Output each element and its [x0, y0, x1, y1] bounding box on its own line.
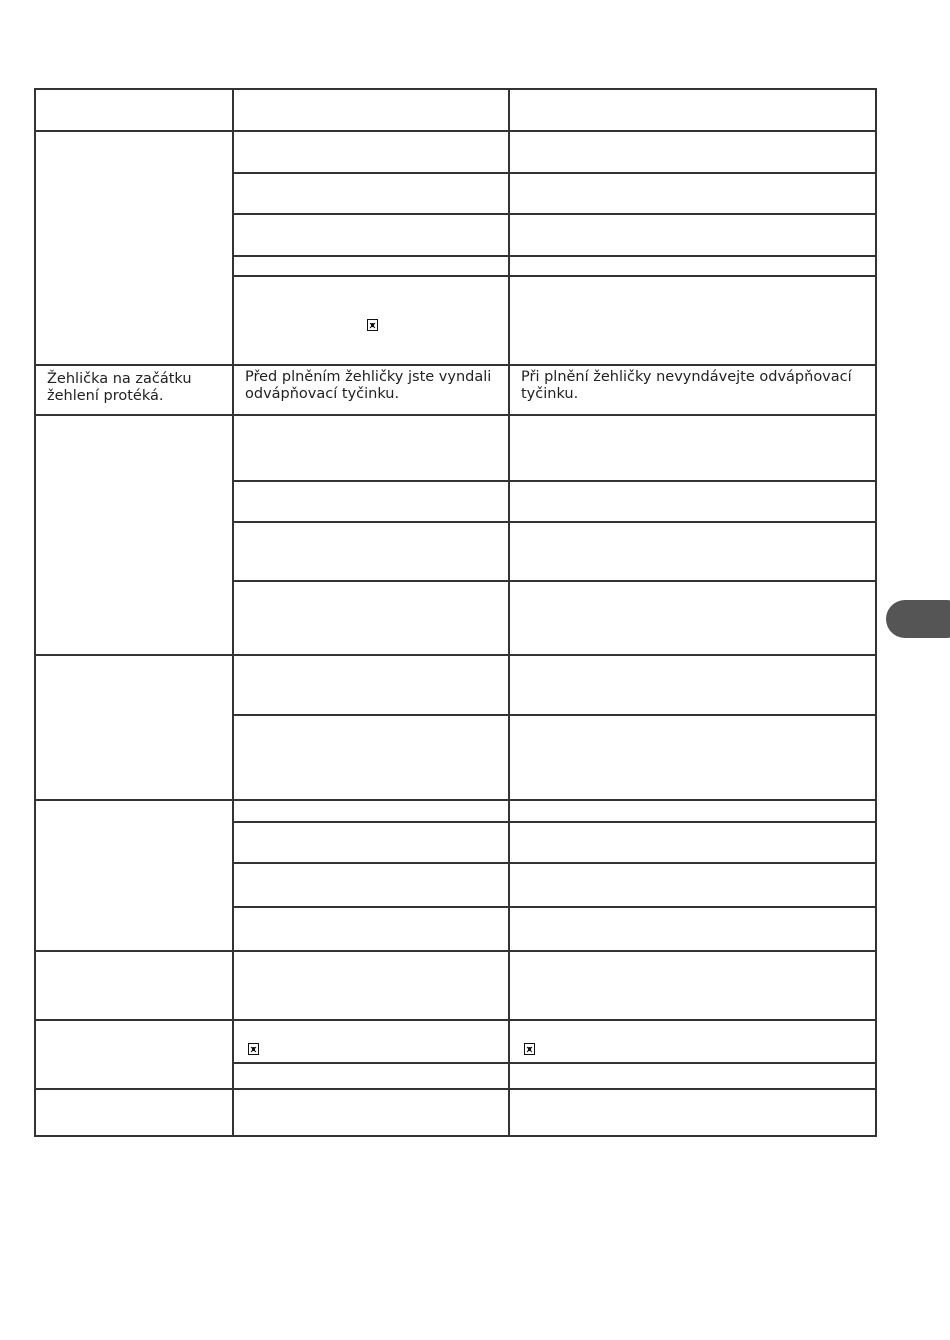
anti-scale-rod-icon: [248, 1043, 259, 1055]
solution-cell: Při plnění žehličky nevyndávejte odvápňovací tyčinku.: [521, 369, 852, 402]
problem-cell: Žehlička na začátku žehlení protéká.: [47, 371, 192, 404]
anti-scale-rod-icon: [524, 1043, 535, 1055]
side-tab-marker: [886, 600, 950, 638]
anti-scale-rod-icon: [367, 319, 378, 331]
cause-cell: Před plněním žehličky jste vyndali odvápňovací tyčinku.: [245, 369, 492, 402]
